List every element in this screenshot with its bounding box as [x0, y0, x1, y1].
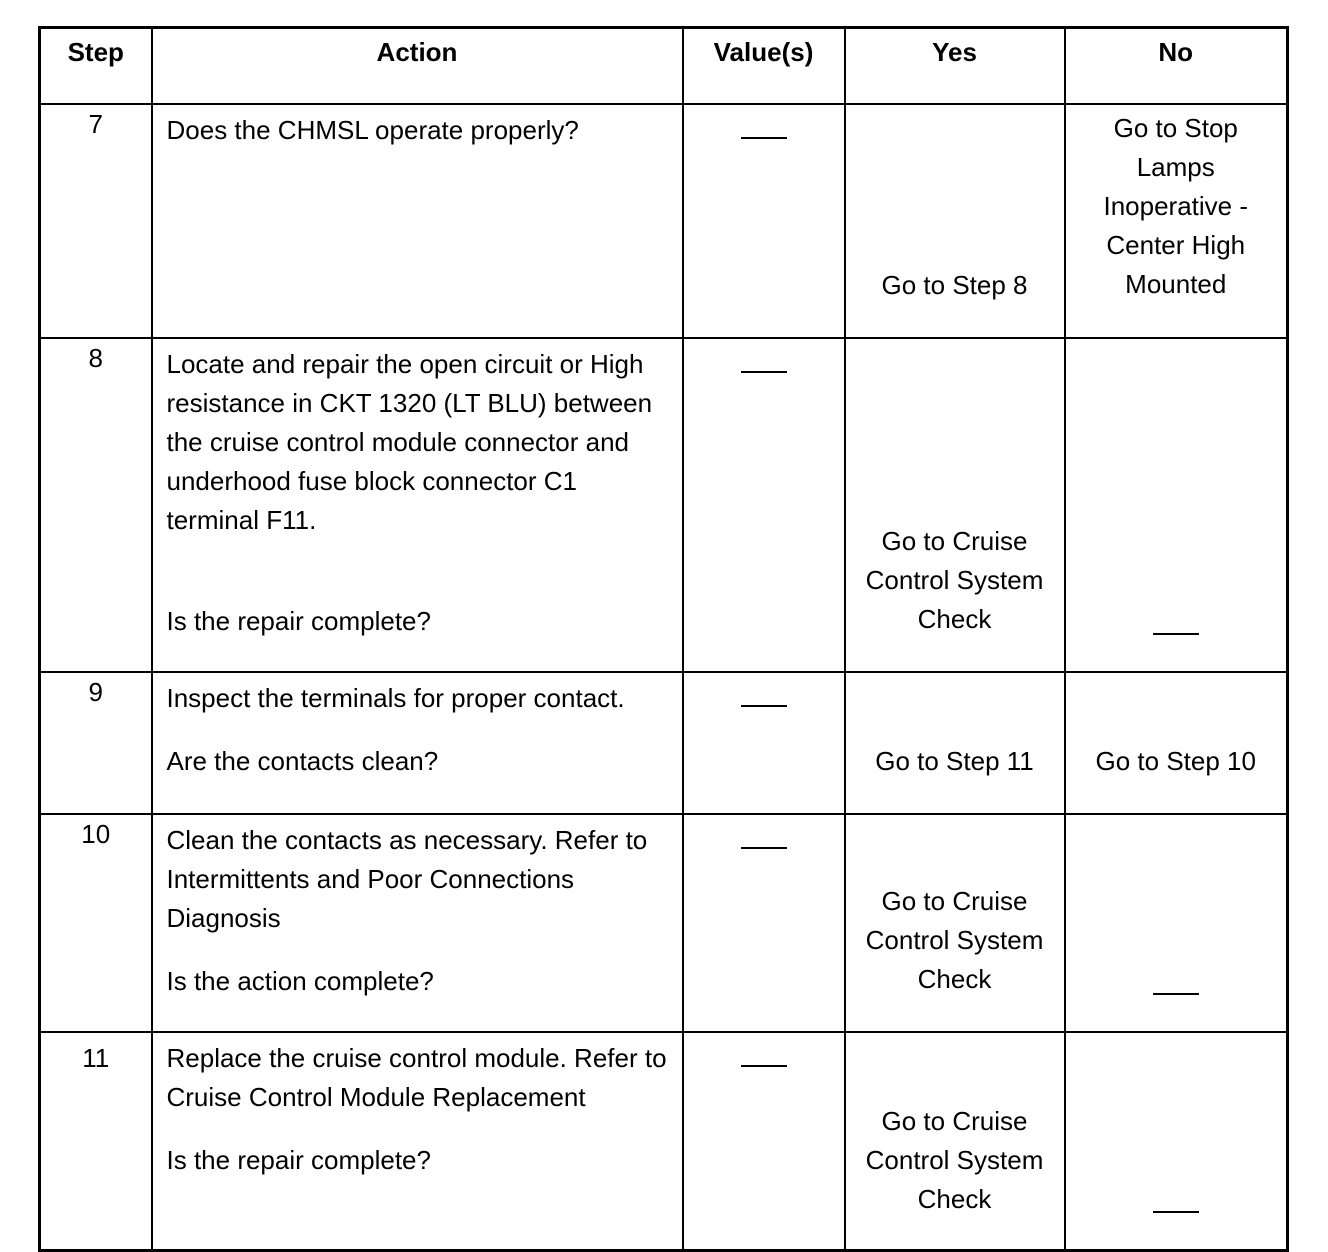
yes-cell — [845, 1032, 1065, 1251]
value-dash — [741, 137, 787, 139]
value-cell — [683, 672, 845, 814]
header-no: No — [1065, 28, 1288, 105]
header-step: Step — [40, 28, 152, 105]
yes-cell — [845, 672, 1065, 814]
action-question: Is the repair complete? — [166, 1145, 431, 1175]
step-number: 10 — [40, 814, 152, 1032]
no-dash — [1153, 1211, 1199, 1213]
table-row — [40, 338, 1288, 672]
value-dash — [741, 847, 787, 849]
yes-cell — [845, 814, 1065, 1032]
action-cell — [152, 814, 683, 1032]
action-cell — [152, 1032, 683, 1251]
step-number: 9 — [40, 672, 152, 814]
no-cell — [1065, 814, 1288, 1032]
action-text: Clean the contacts as necessary. Refer to Intermittents and Poor Connections Diagnosis — [166, 825, 648, 933]
diagnostic-table — [38, 26, 1289, 1252]
yes-cell — [845, 338, 1065, 672]
table-row — [40, 1032, 1288, 1251]
header-action: Action — [152, 28, 683, 105]
action-cell — [152, 672, 683, 814]
action-text: Locate and repair the open circuit or High resistance in CKT 1320 (LT BLU) between the cruise control module connector and underhood fuse block connector C1 terminal F11. — [166, 349, 653, 535]
value-dash — [741, 1065, 787, 1067]
no-cell — [1065, 672, 1288, 814]
header-yes: Yes — [845, 28, 1065, 105]
action-cell — [152, 338, 683, 672]
no-text: Go to Stop Lamps Inoperative - Center High Mounted — [1103, 113, 1249, 299]
value-cell — [683, 338, 845, 672]
action-text: Does the CHMSL operate properly? — [166, 115, 579, 145]
no-text: Go to Step 10 — [1095, 746, 1256, 776]
value-cell — [683, 104, 845, 338]
action-question: Is the repair complete? — [166, 606, 431, 636]
step-number: 11 — [40, 1032, 152, 1251]
action-text: Inspect the terminals for proper contact. — [166, 683, 625, 713]
value-cell — [683, 814, 845, 1032]
value-dash — [741, 371, 787, 373]
value-dash — [741, 705, 787, 707]
action-cell — [152, 104, 683, 338]
header-row — [40, 28, 1288, 105]
table-row — [40, 814, 1288, 1032]
no-dash — [1153, 633, 1199, 635]
table-row — [40, 104, 1288, 338]
table-row — [40, 672, 1288, 814]
yes-text: Go to Cruise Control System Check — [865, 526, 1044, 634]
yes-text: Go to Cruise Control System Check — [865, 1106, 1044, 1214]
value-cell — [683, 1032, 845, 1251]
header-values: Value(s) — [683, 28, 845, 105]
no-cell — [1065, 338, 1288, 672]
action-text: Replace the cruise control module. Refer to Cruise Control Module Replacement — [166, 1043, 667, 1112]
action-question: Is the action complete? — [166, 966, 434, 996]
step-number: 7 — [40, 104, 152, 338]
step-number: 8 — [40, 338, 152, 672]
action-question: Are the contacts clean? — [166, 746, 439, 776]
no-cell — [1065, 1032, 1288, 1251]
yes-text: Go to Step 11 — [875, 746, 1034, 776]
yes-text: Go to Step 8 — [881, 270, 1028, 300]
yes-text: Go to Cruise Control System Check — [865, 886, 1044, 994]
no-dash — [1153, 993, 1199, 995]
yes-cell — [845, 104, 1065, 338]
no-cell — [1065, 104, 1288, 338]
